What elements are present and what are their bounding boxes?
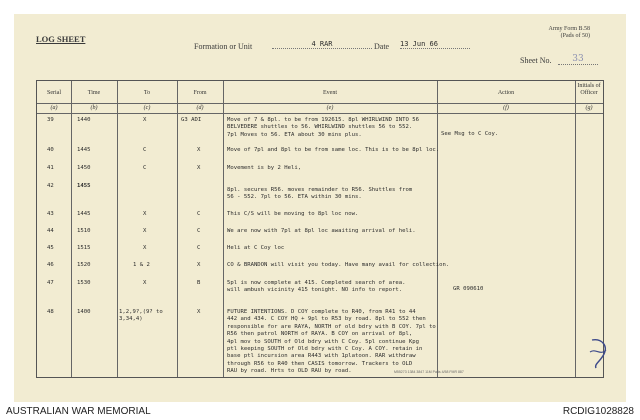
row-time: 1400 <box>77 309 91 315</box>
row-time: 1445 <box>77 211 91 217</box>
row-time: 1440 <box>77 117 91 123</box>
row-serial: 47 <box>47 280 54 286</box>
log-sheet-title: LOG SHEET <box>36 34 86 44</box>
column-letter-action: (f) <box>503 105 509 111</box>
event-line: CO & BRANDON will visit you today. Have many avail for collection. <box>227 262 450 268</box>
event-line: We are now with 7pl at 8pl loc awaiting arrival of heli. <box>227 228 416 234</box>
row-serial: 46 <box>47 262 54 268</box>
row-to: X <box>143 280 147 286</box>
row-to: X <box>143 245 147 251</box>
row-from: B <box>197 280 201 286</box>
row-to: X <box>143 117 147 123</box>
army-form-pads: (Pads of 50) <box>560 33 590 39</box>
event-line: will ambush vicinity 415 tonight. NO info to report. <box>227 287 403 294</box>
column-header-time: Time <box>87 90 101 96</box>
column-letter-to: (c) <box>143 105 151 111</box>
form-print-code: M55273 1384 3847 11M Pads 4/58 FMR 887 <box>394 370 464 374</box>
event-line: Move of 7pl and 8pl to be from same loc. This is to be 8pl loc. <box>227 147 440 153</box>
column-header-initials: Initials of Officer <box>577 83 601 96</box>
row-to: 1,2,9?,(9? to 3,34,4) <box>119 309 163 323</box>
event-line: Movement is by 2 Heli, <box>227 165 302 171</box>
row-time: 1455 <box>77 183 91 189</box>
row-from: G3 ADI <box>181 117 202 123</box>
row-time: 1520 <box>77 262 91 268</box>
row-action: GR 090610 <box>453 286 484 292</box>
row-action: See Msg to C Coy. <box>441 131 499 137</box>
row-serial: 45 <box>47 245 54 251</box>
row-from: X <box>197 165 201 171</box>
event-line: ptl keeping SOUTH of Old bdry with C Coy. A COY. retain in <box>227 346 423 353</box>
column-header-from: From <box>193 90 207 96</box>
date-value: 13 Jun 66 <box>400 41 470 49</box>
row-to: X <box>143 228 147 234</box>
column-letter-initials: (g) <box>585 105 593 111</box>
event-line: RAU by road. Hrts to OLD RAU by road. <box>227 368 352 375</box>
row-serial: 44 <box>47 228 54 234</box>
column-letter-time: (b) <box>90 105 98 111</box>
row-from: X <box>197 262 201 268</box>
log-sheet-page <box>14 14 626 402</box>
army-form-label <box>548 26 590 40</box>
row-serial: 48 <box>47 309 54 315</box>
archive-caption <box>0 404 640 420</box>
archive-name: AUSTRALIAN WAR MEMORIAL <box>6 406 151 417</box>
row-serial: 43 <box>47 211 54 217</box>
row-serial: 42 <box>47 183 54 189</box>
event-line: base ptl incursion area R443 with 1platoon. RAR withdraw <box>227 353 416 360</box>
event-line: FUTURE INTENTIONS. D COY complete to R40, from R41 to 44 <box>227 309 416 315</box>
handwritten-initials-mark <box>586 334 612 370</box>
row-serial: 41 <box>47 165 54 171</box>
event-line: This C/S will be moving to 8pl loc now. <box>227 211 359 217</box>
row-from: X <box>197 309 201 315</box>
event-line: 4pl mov to SOUTH of Old bdry with C Coy. 5pl continue Kpg <box>227 338 419 345</box>
event-line: R56 then patrol NORTH of RAYA. B COY on arrival of 8pl, <box>227 331 413 338</box>
row-serial: 40 <box>47 147 54 153</box>
column-letter-event: (e) <box>326 105 334 111</box>
event-line: 56 - 552. 7pl to 56. ETA within 30 mins. <box>227 194 362 201</box>
row-time: 1445 <box>77 147 91 153</box>
row-to: 1 & 2 <box>133 262 150 268</box>
column-header-event: Event <box>323 90 337 96</box>
archive-id: RCDIG1028828 <box>562 406 634 417</box>
formation-value: 4 RAR <box>272 41 372 49</box>
event-line: 8pl. secures R56. moves remainder to R56. Shuttles from <box>227 187 413 193</box>
row-to: C <box>143 165 147 171</box>
column-letter-serial: (a) <box>50 105 58 111</box>
event-line: Heli at C Coy loc <box>227 245 285 251</box>
row-to: X <box>143 211 147 217</box>
event-line: 7pl Moves to 56. ETA about 30 mins plus. <box>227 131 362 138</box>
column-letter-from: (d) <box>196 105 204 111</box>
date-label: Date <box>374 42 390 51</box>
event-line: responsible for are RAYA, NORTH of old bdry with B COY. 7pl to <box>227 323 436 330</box>
row-to: C <box>143 147 147 153</box>
row-time: 1530 <box>77 280 91 286</box>
row-from: C <box>197 228 201 234</box>
column-header-action: Action <box>497 90 515 96</box>
log-table <box>36 80 604 378</box>
row-from: C <box>197 211 201 217</box>
event-line: 5pl is now complete at 415. Completed search of area. <box>227 280 406 286</box>
row-time: 1450 <box>77 165 91 171</box>
event-line: through R56 to R40 then CASIS tomorrow. Trackers to OLD <box>227 360 413 367</box>
column-header-to: To <box>143 90 151 96</box>
row-from: X <box>197 147 201 153</box>
event-line: Move of 7 & 8pl. to be from 192615. 8pl WHIRLWIND INTO 56 <box>227 117 419 123</box>
sheet-number-value: 33 <box>558 54 598 65</box>
event-line: 442 and 434. C COY HQ + 9pl to R53 by road. 8pl to 552 then <box>227 316 426 323</box>
row-time: 1510 <box>77 228 91 234</box>
event-line: BELVEDERE shuttles to 56. WHIRLWIND shuttles 56 to 552. <box>227 124 413 131</box>
army-form-number: Army Form B.58 <box>548 26 590 32</box>
formation-label: Formation or Unit <box>194 42 253 51</box>
row-time: 1515 <box>77 245 91 251</box>
row-from: C <box>197 245 201 251</box>
column-header-serial: Serial <box>47 90 61 96</box>
row-serial: 39 <box>47 117 54 123</box>
sheet-number-label: Sheet No. <box>520 56 552 65</box>
